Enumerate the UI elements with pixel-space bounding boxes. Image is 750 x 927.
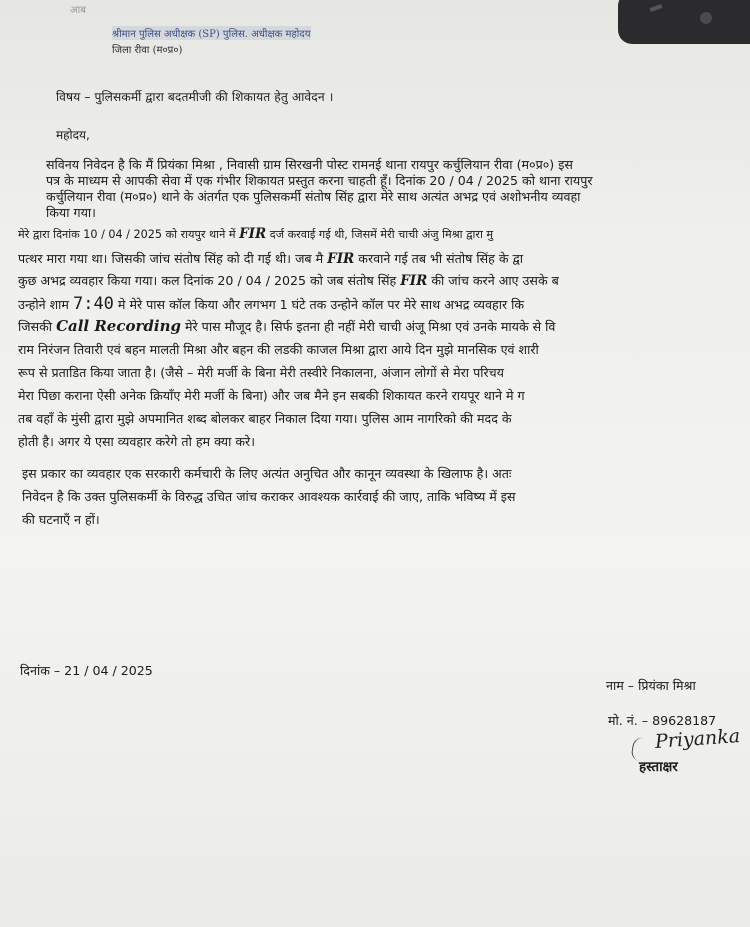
para3-line-3: की घटनाएँ न हों। (22, 512, 100, 527)
call-time: 7:40 (72, 294, 114, 314)
para2-line-1: मेरे द्वारा दिनांक 10 / 04 / 2025 को रायपुर थाने में FIR दर्ज करवाई गई थी, जिसमें मेरी चाची अंजु मिश्रा द्वारा मु (18, 226, 494, 242)
sender-name: नाम – प्रियंका मिश्रा (606, 678, 696, 693)
para1-line-3: कर्चुलियान रीवा (म०प्र०) थाने के अंतर्गत एक पुलिसकर्मी संतोष सिंह द्वारा मेरे साथ अत्यंत अभद्र एवं अशोभनीय व्यवहा (46, 189, 581, 204)
para1-line-2: पत्र के माध्यम से आपकी सेवा में एक गंभीर शिकायत प्रस्तुत करना चाहती हूँ। दिनांक 20 / 04 / 2025 को थाना रायपुर (46, 173, 593, 188)
para2-line-7: रूप से प्रताडित किया जाता है। (जैसे – मेरी मर्जी के बिना मेरी तस्वीरे निकालना, अंजान लोगों से मेरा परिचय (18, 365, 504, 380)
sender-mobile: मो. नं. – 89628187 (608, 713, 717, 728)
letter-date: दिनांक – 21 / 04 / 2025 (20, 663, 153, 678)
salutation: महोदय, (56, 128, 90, 142)
fir-text: FIR (239, 226, 267, 242)
recipient-line-2: जिला रीवा (म०प्र०) (112, 45, 183, 56)
para2-line-6: राम निरंजन तिवारी एवं बहन मालती मिश्रा और बहन की लडकी काजल मिश्रा द्वारा आये दिन मुझे मानसिक एवं शारी (18, 342, 539, 357)
para2-line-4: उन्होने शाम 7:40 मे मेरे पास कॉल किया और लगभग 1 घंटे तक उन्होने कॉल पर मेरे साथ अभद्र व्यवहार कि (18, 294, 525, 314)
camera-lens-icon (700, 12, 712, 24)
phone-camera-bump (618, 0, 750, 44)
camera-mark (650, 4, 663, 12)
call-recording-text: Call Recording (56, 317, 181, 335)
signature: Priyanka (654, 725, 741, 753)
para3-line-1: इस प्रकार का व्यवहार एक सरकारी कर्मचारी के लिए अत्यंत अनुचित और कानून व्यवस्था के खिलाफ है। अतः (22, 466, 512, 481)
corner-note: आब (70, 5, 86, 16)
subject-line: विषय – पुलिसकर्मी द्वारा बदतमीजी की शिकायत हेतु आवेदन । (56, 90, 334, 104)
recipient-line-1: श्रीमान पुलिस अधीक्षक (SP) पुलिस. अधीक्षक महोदय (112, 26, 311, 40)
para3-line-2: निवेदन है कि उक्त पुलिसकर्मी के विरुद्ध उचित जांच कराकर आवश्यक कार्रवाई की जाए, ताकि भविष्य में इस (22, 489, 516, 504)
para2-line-2: पत्थर मारा गया था। जिसकी जांच संतोष सिंह को दी गई थी। जब मै FIR करवाने गई तब भी संतोष सिंह के द्वा (18, 251, 524, 267)
para2-line-8: मेरा पिछा कराना ऐसी अनेक क्रियाँए मेरी मर्जी के बिना) और जब मैने इन सबकी शिकायत करने रायपूर थाने मे ग (18, 388, 525, 403)
para1-line-1: सविनय निवेदन है कि मैं प्रियंका मिश्रा , निवासी ग्राम सिरखनी पोस्ट रामनई थाना रायपुर कर्चुलियान रीवा (म०प्र०) इस (46, 157, 573, 172)
para2-line-10: होती है। अगर ये एसा व्यवहार करेगे तो हम क्या करे। (18, 434, 255, 449)
para2-line-5: जिसकी Call Recording मेरे पास मौजूद है। सिर्फ इतना ही नहीं मेरी चाची अंजू मिश्रा एवं उनके मायके से वि (18, 317, 556, 335)
para2-line-9: तब वहाँ के मुंसी द्वारा मुझे अपमानित शब्द बोलकर बाहर निकाल दिया गया। पुलिस आम नागरिको की मदद के (18, 411, 512, 426)
para1-line-4: किया गया। (46, 205, 96, 220)
signature-label: हस्ताक्षर (639, 759, 678, 775)
para2-line-3: कुछ अभद्र व्यवहार किया गया। कल दिनांक 20 / 04 / 2025 को जब संतोष सिंह FIR की जांच करने आए उसके ब (18, 273, 559, 289)
